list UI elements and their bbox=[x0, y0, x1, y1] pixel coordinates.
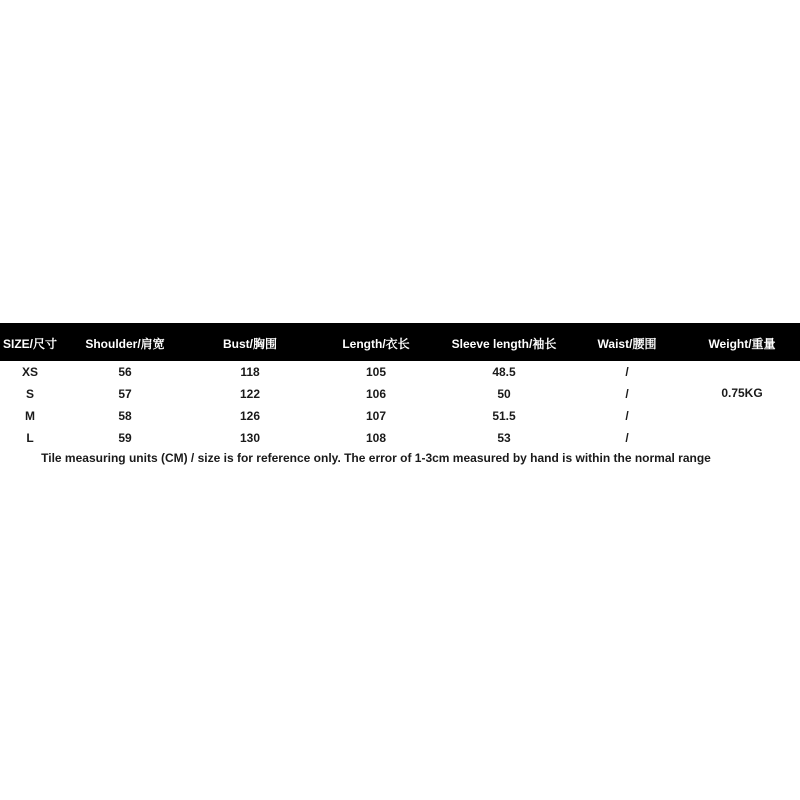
cell-bust: 130 bbox=[239, 431, 261, 445]
cell-length: 106 bbox=[365, 387, 387, 401]
cell-bust: 122 bbox=[239, 387, 261, 401]
header-size: SIZE/尺寸 bbox=[2, 337, 58, 351]
header-bust: Bust/胸围 bbox=[222, 337, 278, 351]
cell-shoulder: 56 bbox=[118, 365, 132, 379]
cell-sleeve-length: 50 bbox=[497, 387, 511, 401]
cell-size: L bbox=[26, 431, 34, 445]
weight-value: 0.75KG bbox=[721, 386, 763, 400]
measurement-note: Tile measuring units (CM) / size is for reference only. The error of 1-3cm measured by hand is within the normal range bbox=[41, 451, 711, 465]
cell-length: 105 bbox=[365, 365, 387, 379]
cell-sleeve-length: 51.5 bbox=[492, 409, 516, 423]
cell-waist: / bbox=[625, 365, 629, 379]
cell-sleeve-length: 53 bbox=[497, 431, 511, 445]
cell-waist: / bbox=[625, 431, 629, 445]
table-row bbox=[0, 362, 800, 384]
table-row bbox=[0, 406, 800, 428]
cell-shoulder: 59 bbox=[118, 431, 132, 445]
cell-length: 107 bbox=[365, 409, 387, 423]
header-shoulder: Shoulder/肩宽 bbox=[85, 337, 165, 351]
cell-waist: / bbox=[625, 409, 629, 423]
cell-size: S bbox=[25, 387, 35, 401]
cell-length: 108 bbox=[365, 431, 387, 445]
cell-size: M bbox=[25, 409, 35, 423]
cell-sleeve-length: 48.5 bbox=[492, 365, 516, 379]
cell-shoulder: 58 bbox=[118, 409, 132, 423]
header-weight: Weight/重量 bbox=[708, 337, 776, 351]
table-row bbox=[0, 428, 800, 450]
table-row bbox=[0, 384, 800, 406]
header-waist: Waist/腰围 bbox=[597, 337, 657, 351]
cell-size: XS bbox=[21, 365, 39, 379]
cell-bust: 118 bbox=[240, 365, 260, 379]
cell-waist: / bbox=[625, 387, 629, 401]
table-header-row bbox=[0, 323, 800, 361]
cell-bust: 126 bbox=[239, 409, 261, 423]
cell-shoulder: 57 bbox=[118, 387, 132, 401]
size-chart-table bbox=[0, 323, 800, 450]
header-sleeve-length: Sleeve length/袖长 bbox=[451, 337, 557, 351]
header-length: Length/衣长 bbox=[342, 337, 410, 351]
